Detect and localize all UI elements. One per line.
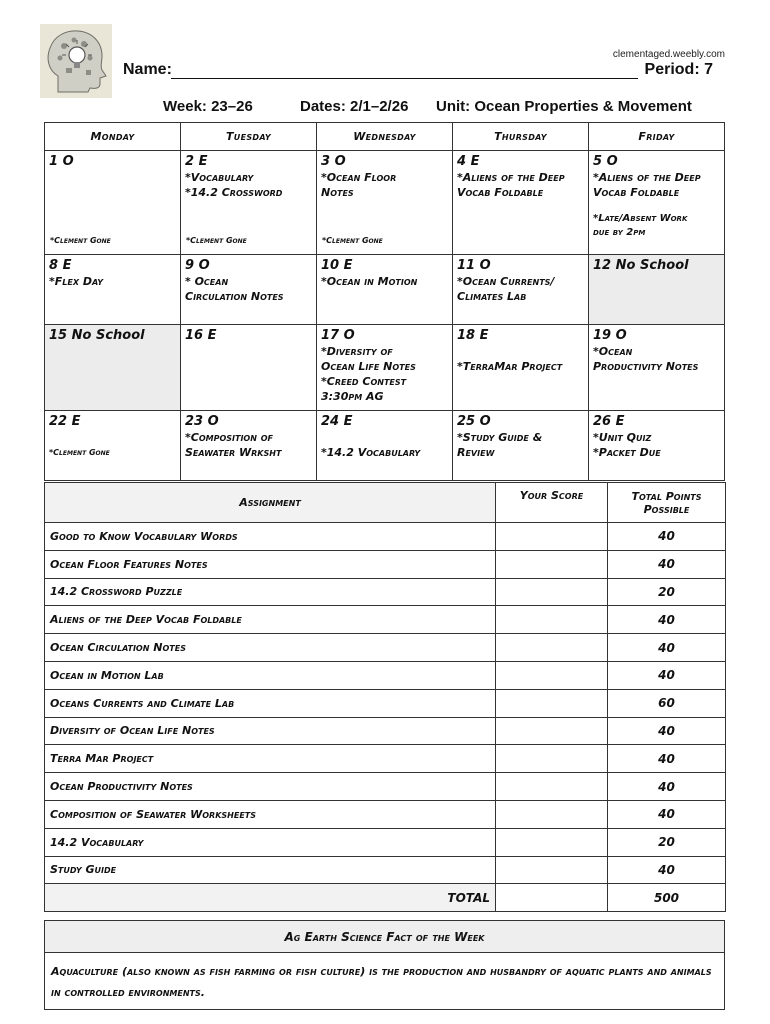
day-number: 10 E	[321, 258, 353, 273]
day-number: 11 O	[457, 258, 491, 273]
day-note: *Ocean	[593, 345, 633, 358]
day-note: *Ocean Floor	[321, 171, 397, 184]
assignment-name: Oceans Currents and Climate Lab	[45, 689, 496, 717]
score-cell[interactable]	[496, 550, 608, 578]
assignment-name: Study Guide	[45, 856, 496, 884]
calendar-day-cell	[589, 151, 725, 255]
day-note: *Study Guide &	[457, 431, 543, 444]
calendar-day-cell	[453, 325, 589, 411]
day-note: *14.2 Crossword	[185, 186, 283, 199]
assignment-header: Assignment	[45, 483, 496, 523]
day-note: * Ocean	[185, 275, 229, 288]
assignment-row	[45, 828, 726, 856]
day-header: Thursday	[453, 123, 589, 151]
score-cell[interactable]	[496, 606, 608, 634]
assignment-name: Ocean Floor Features Notes	[45, 550, 496, 578]
assignment-row	[45, 523, 726, 551]
head-lightbulb-logo-icon	[40, 24, 112, 98]
day-note: *14.2 Vocabulary	[321, 446, 421, 459]
calendar-day-cell	[317, 325, 453, 411]
calendar-day-cell	[181, 151, 317, 255]
teacher-absent-note: *Clement Gone	[322, 236, 383, 245]
calendar-header-row	[45, 123, 725, 151]
score-cell[interactable]	[496, 717, 608, 745]
day-number: 8 E	[49, 258, 72, 273]
score-cell[interactable]	[496, 578, 608, 606]
points-possible: 40	[608, 523, 726, 551]
day-header: Monday	[45, 123, 181, 151]
website-url: clementaged.weebly.com	[612, 49, 725, 60]
day-number: 16 E	[185, 328, 217, 343]
calendar-day-cell	[589, 411, 725, 481]
calendar-day-cell	[45, 411, 181, 481]
calendar-day-cell	[45, 151, 181, 255]
assignment-row	[45, 634, 726, 662]
day-note	[457, 344, 584, 359]
day-number: 23 O	[185, 414, 219, 429]
calendar-day-cell	[589, 325, 725, 411]
points-possible: 40	[608, 856, 726, 884]
day-note: *Ocean Currents/	[457, 275, 555, 288]
assignment-header-row	[45, 483, 726, 523]
day-note: Productivity Notes	[593, 360, 699, 373]
late-work-line: due by 2pm	[593, 227, 646, 238]
calendar-day-cell	[181, 325, 317, 411]
day-number: 22 E	[49, 414, 81, 429]
name-field-row	[123, 61, 713, 83]
points-possible: 40	[608, 550, 726, 578]
score-cell[interactable]	[496, 689, 608, 717]
weekly-calendar	[44, 122, 725, 481]
total-points-value: 500	[608, 884, 726, 912]
day-number: 15 No School	[49, 328, 145, 343]
day-number: 12 No School	[593, 258, 689, 273]
calendar-day-cell	[317, 411, 453, 481]
day-note: *Vocabulary	[185, 171, 254, 184]
assignment-row	[45, 745, 726, 773]
day-note: 3:30pm AG	[321, 390, 384, 403]
day-note: *Creed Contest	[321, 375, 407, 388]
unit-label: Unit: Ocean Properties & Movement	[436, 98, 692, 115]
assignment-name: 14.2 Crossword Puzzle	[45, 578, 496, 606]
score-cell[interactable]	[496, 856, 608, 884]
assignment-row	[45, 606, 726, 634]
fact-of-week-box	[44, 920, 725, 1010]
total-row	[45, 884, 726, 912]
points-possible: 60	[608, 689, 726, 717]
score-cell[interactable]	[496, 773, 608, 801]
day-number: 19 O	[593, 328, 627, 343]
total-points-header: Total Points Possible	[608, 483, 726, 523]
calendar-day-cell	[317, 255, 453, 325]
day-note: *Aliens of the Deep	[457, 171, 565, 184]
day-number: 26 E	[593, 414, 625, 429]
calendar-week-row	[45, 151, 725, 255]
points-possible: 40	[608, 606, 726, 634]
day-number: 4 E	[457, 154, 480, 169]
assignment-name: Ocean Circulation Notes	[45, 634, 496, 662]
week-label: Week: 23–26	[163, 98, 253, 115]
points-possible: 40	[608, 717, 726, 745]
score-cell[interactable]	[496, 745, 608, 773]
day-number: 9 O	[185, 258, 210, 273]
dates-label: Dates: 2/1–2/26	[300, 98, 409, 115]
day-note: Vocab Foldable	[457, 186, 544, 199]
points-possible: 40	[608, 634, 726, 662]
assignment-name: Ocean in Motion Lab	[45, 661, 496, 689]
day-note: Vocab Foldable	[593, 186, 680, 199]
day-header: Friday	[589, 123, 725, 151]
assignment-name: Terra Mar Project	[45, 745, 496, 773]
day-note: Climates Lab	[457, 290, 527, 303]
calendar-day-cell	[453, 411, 589, 481]
points-possible: 40	[608, 661, 726, 689]
day-note: *Unit Quiz	[593, 431, 652, 444]
day-number: 24 E	[321, 414, 353, 429]
day-note: *TerraMar Project	[457, 360, 563, 373]
score-header: Your Score	[496, 483, 608, 523]
assignment-name: 14.2 Vocabulary	[45, 828, 496, 856]
day-note: *Ocean in Motion	[321, 275, 418, 288]
teacher-absent-note: *Clement Gone	[50, 236, 111, 245]
points-possible: 20	[608, 828, 726, 856]
calendar-week-row	[45, 411, 725, 481]
calendar-day-cell	[181, 411, 317, 481]
day-note: *Diversity of	[321, 345, 393, 358]
day-note: Ocean Life Notes	[321, 360, 416, 373]
day-note: *Packet Due	[593, 446, 661, 459]
day-note	[321, 430, 448, 445]
day-note: *Clement Gone	[49, 448, 110, 457]
teacher-absent-note: *Clement Gone	[186, 236, 247, 245]
calendar-week-row	[45, 255, 725, 325]
assignment-name: Diversity of Ocean Life Notes	[45, 717, 496, 745]
calendar-day-cell	[45, 255, 181, 325]
points-possible: 40	[608, 800, 726, 828]
calendar-week-row	[45, 325, 725, 411]
calendar-day-cell	[589, 255, 725, 325]
day-note: Circulation Notes	[185, 290, 284, 303]
score-cell[interactable]	[496, 661, 608, 689]
day-number: 3 O	[321, 154, 346, 169]
day-number: 1 O	[49, 154, 74, 169]
calendar-day-cell	[453, 255, 589, 325]
points-possible: 40	[608, 773, 726, 801]
calendar-day-cell	[181, 255, 317, 325]
points-possible: 40	[608, 745, 726, 773]
assignment-row	[45, 856, 726, 884]
week-info-row	[163, 98, 723, 118]
total-score-cell[interactable]	[496, 884, 608, 912]
day-number: 25 O	[457, 414, 491, 429]
day-number: 5 O	[593, 154, 618, 169]
score-cell[interactable]	[496, 800, 608, 828]
day-note: *Aliens of the Deep	[593, 171, 701, 184]
assignment-name: Composition of Seawater Worksheets	[45, 800, 496, 828]
assignment-row	[45, 800, 726, 828]
assignment-table	[44, 482, 726, 912]
day-number: 18 E	[457, 328, 489, 343]
period-label: Period: 7	[644, 61, 713, 78]
day-number: 2 E	[185, 154, 208, 169]
total-label: TOTAL	[45, 884, 496, 912]
day-note: Notes	[321, 186, 354, 199]
late-work-line: *Late/Absent Work	[593, 213, 688, 224]
day-header: Wednesday	[317, 123, 453, 151]
score-cell[interactable]	[496, 523, 608, 551]
day-note: *Composition of	[185, 431, 274, 444]
calendar-day-cell	[317, 151, 453, 255]
day-number: 17 O	[321, 328, 355, 343]
day-note: Seawater Wrksht	[185, 446, 282, 459]
name-blank-line[interactable]	[171, 78, 638, 79]
calendar-day-cell	[453, 151, 589, 255]
fact-text: Aquaculture (also known as fish farming or fish culture) is the production and husbandry of aquatic plants and animals in controlled environments.	[51, 965, 712, 999]
assignment-row	[45, 689, 726, 717]
assignment-name: Good to Know Vocabulary Words	[45, 523, 496, 551]
day-note: *Flex Day	[49, 275, 104, 288]
assignment-row	[45, 550, 726, 578]
fact-title: Ag Earth Science Fact of the Week	[45, 921, 724, 953]
points-possible: 20	[608, 578, 726, 606]
late-work-note	[593, 212, 720, 240]
calendar-day-cell	[45, 325, 181, 411]
assignment-row	[45, 717, 726, 745]
assignment-row	[45, 661, 726, 689]
score-cell[interactable]	[496, 828, 608, 856]
day-note	[49, 430, 176, 445]
day-header: Tuesday	[181, 123, 317, 151]
calendar-body	[45, 151, 725, 481]
name-label: Name:	[123, 61, 172, 78]
day-note: Review	[457, 446, 495, 459]
score-cell[interactable]	[496, 634, 608, 662]
assignment-name: Aliens of the Deep Vocab Foldable	[45, 606, 496, 634]
assignment-body	[45, 523, 726, 884]
assignment-row	[45, 578, 726, 606]
assignment-name: Ocean Productivity Notes	[45, 773, 496, 801]
assignment-row	[45, 773, 726, 801]
